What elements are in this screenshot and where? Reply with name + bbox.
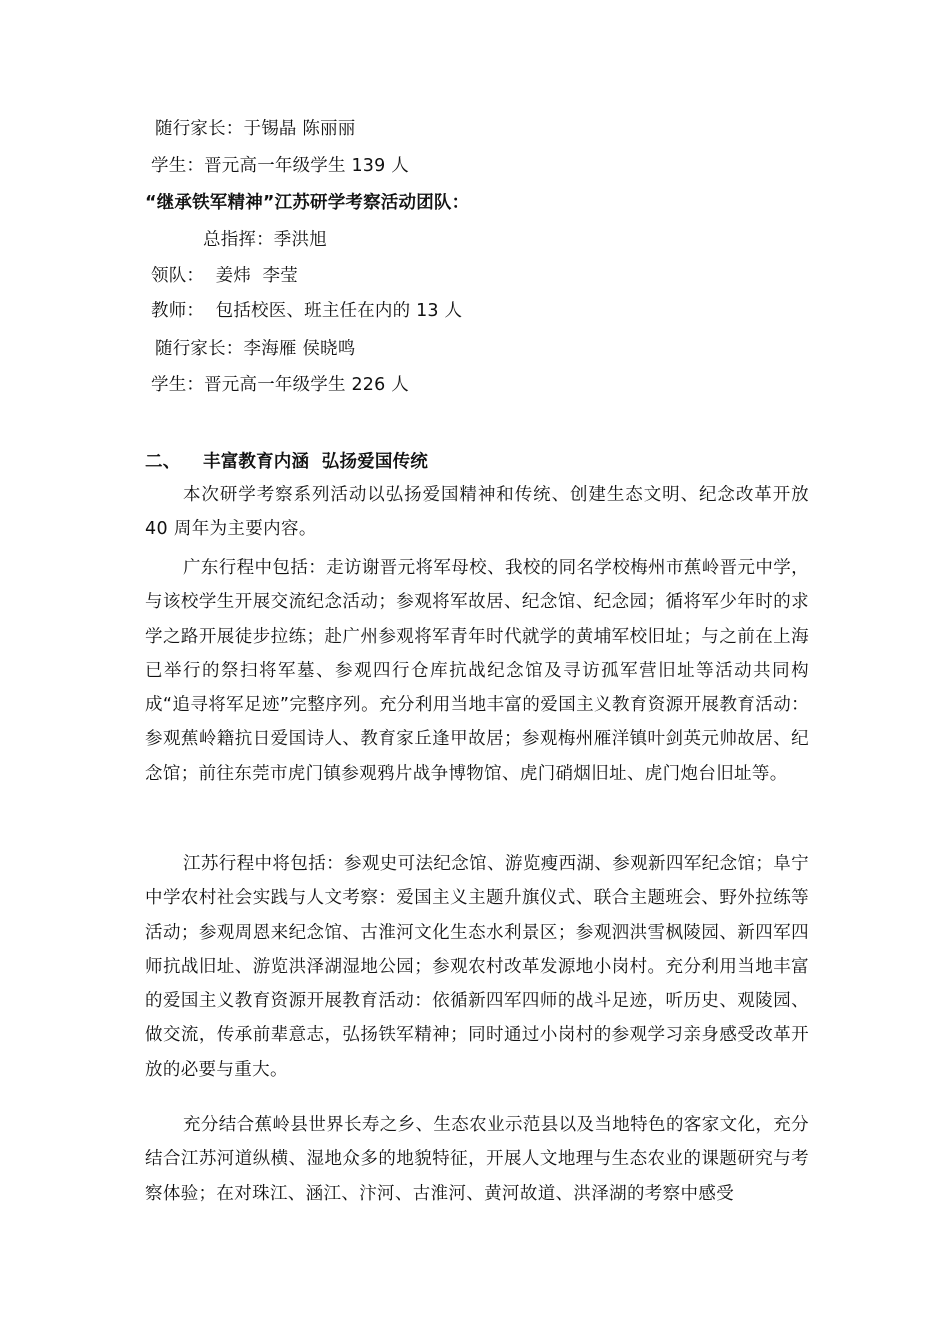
group-b-teachers-line: 教师： 包括校医、班主任在内的 13 人 [151, 301, 463, 321]
section-number: 二、 [145, 452, 181, 472]
group-b-commander-line: 总指挥：季洪旭 [203, 230, 327, 250]
group-a-parents-line: 随行家长：于锡晶 陈丽丽 [155, 119, 356, 139]
body-paragraph-4: 充分结合蕉岭县世界长寿之乡、生态农业示范县以及当地特色的客家文化，充分结合江苏河道纵横、湿地众多的地貌特征，开展人文地理与生态农业的课题研究与考察体验；在对珠江、涵江、汴河、古淮河、黄河故道、洪泽湖的考察中感受 [145, 1115, 809, 1204]
group-b-students-line: 学生：晋元高一年级学生 226 人 [151, 375, 409, 395]
group-b-leader-line: 领队： 姜炜 李莹 [151, 266, 298, 286]
body-paragraph-1: 本次研学考察系列活动以弘扬爱国精神和传统、创建生态文明、纪念改革开放 40 周年为主要内容。 [145, 485, 809, 540]
body-paragraph-3: 江苏行程中将包括：参观史可法纪念馆、游览瘦西湖、参观新四军纪念馆；阜宁中学农村社会实践与人文考察：爱国主义主题升旗仪式、联合主题班会、野外拉练等活动；参观周恩来纪念馆、古淮河文化生态水利景区；参观泗洪雪枫陵园、新四军四师抗战旧址、游览洪泽湖湿地公园；参观农村改革发源地小岗村。充分利用当地丰富的爱国主义教育资源开展教育活动：依循新四军四师的战斗足迹，听历史、观陵园、做交流，传承前辈意志，弘扬铁军精神；同时通过小岗村的参观学习亲身感受改革开放的必要与重大。 [145, 854, 809, 1080]
group-a-students-line: 学生：晋元高一年级学生 139 人 [151, 156, 409, 176]
group-b-parents-line: 随行家长：李海雁 侯晓鸣 [155, 339, 356, 359]
group-b-heading: “继承铁军精神”江苏研学考察活动团队： [145, 193, 470, 213]
section-title: 丰富教育内涵 弘扬爱国传统 [203, 452, 428, 472]
body-paragraph-2: 广东行程中包括：走访谢晋元将军母校、我校的同名学校梅州市蕉岭晋元中学，与该校学生开展交流纪念活动；参观将军故居、纪念馆、纪念园；循将军少年时的求学之路开展徒步拉练；赴广州参观将军青年时代就学的黄埔军校旧址；与之前在上海已举行的祭扫将军墓、参观四行仓库抗战纪念馆及寻访孤军营旧址等活动共同构成“追寻将军足迹”完整序列。充分利用当地丰富的爱国主义教育资源开展教育活动：参观蕉岭籍抗日爱国诗人、教育家丘逢甲故居；参观梅州雁洋镇叶剑英元帅故居、纪念馆；前往东莞市虎门镇参观鸦片战争博物馆、虎门硝烟旧址、虎门炮台旧址等。 [145, 558, 809, 784]
